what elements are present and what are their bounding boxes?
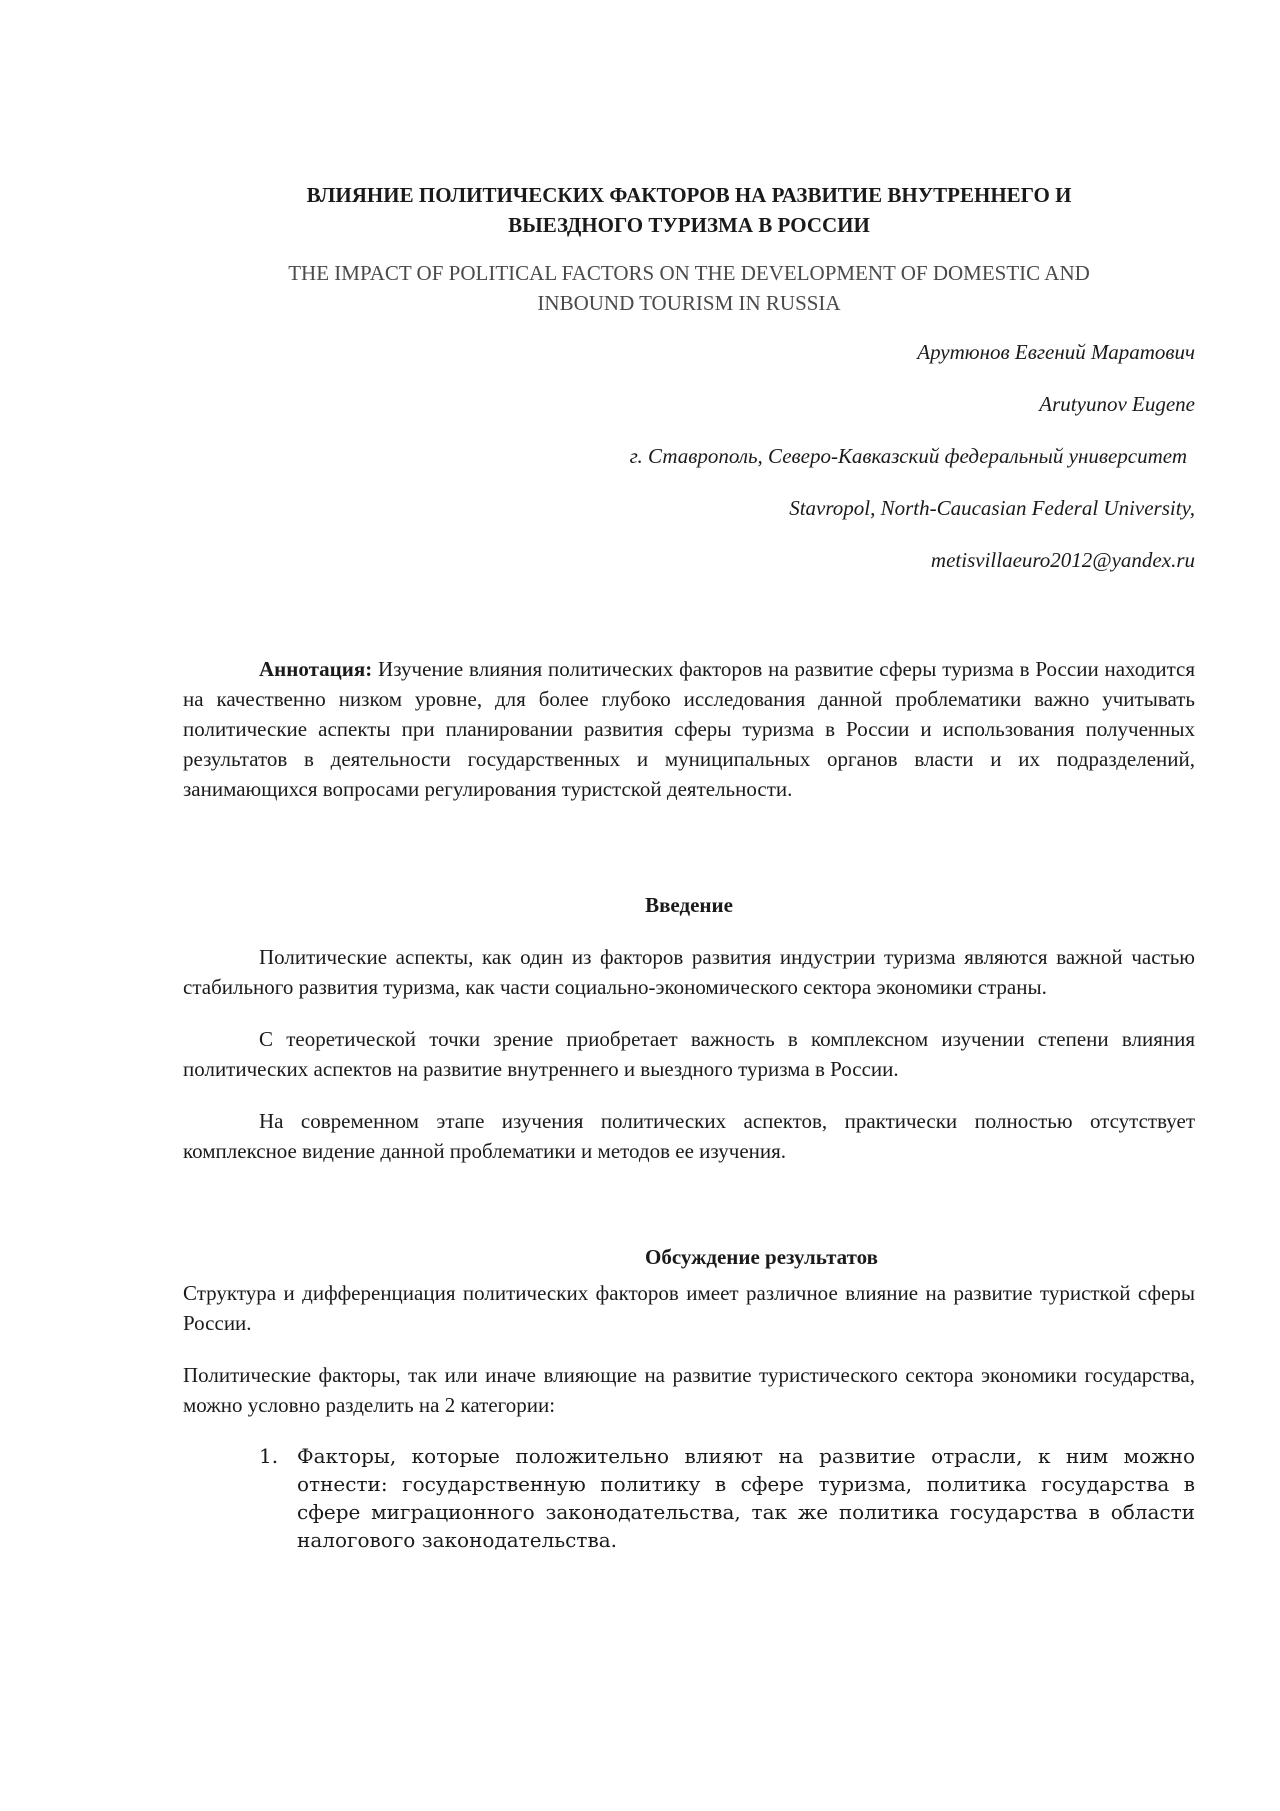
list-item <box>183 1442 1195 1554</box>
title-ru-line-2: ВЫЕЗДНОГО ТУРИЗМА В РОССИИ <box>508 213 870 237</box>
title-en-line-2: INBOUND TOURISM IN RUSSIA <box>537 291 841 315</box>
author-name-en: Arutyunov Eugene <box>1039 392 1195 416</box>
factor-list <box>183 1442 1195 1554</box>
introduction-paragraph: На современном этапе изучения политических аспектов, практически полностью отсутствует комплексное видение данной проблематики и методов ее изучения. <box>183 1109 1195 1163</box>
title-ru-line-1: ВЛИЯНИЕ ПОЛИТИЧЕСКИХ ФАКТОРОВ НА РАЗВИТИЕ ВНУТРЕННЕГО И <box>306 183 1072 207</box>
abstract-label: Аннотация: <box>259 657 373 681</box>
author-email: metisvillaeuro2012@yandex.ru <box>930 548 1195 572</box>
introduction-heading: Введение <box>645 893 733 917</box>
document-page <box>183 180 1195 1554</box>
author-name-ru: Арутюнов Евгений Маратович <box>917 340 1195 364</box>
discussion-heading: Обсуждение результатов <box>645 1245 878 1269</box>
list-item-number: 1. <box>259 1444 279 1468</box>
list-item-text: Факторы, которые положительно влияют на развитие отрасли, к ним можно отнести: государственную политику в сфере туризма, политика государства в сфере миграционного законодательства, так же политика государства в области налогового законодательства. <box>297 1444 1195 1552</box>
abstract-text: Изучение влияния политических факторов на развитие сферы туризма в России находится на качественно низком уровне, для более глубоко исследования данной проблематики важно учитывать политические аспекты при планировании развития сферы туризма в России и использования полученных результатов в деятельности государственных и муниципальных органов власти и их подразделений, занимающихся вопросами регулирования туристской деятельности. <box>183 657 1195 801</box>
title-en <box>183 258 1195 318</box>
discussion-paragraph: Структура и дифференциация политических факторов имеет различное влияние на развитие туристкой сферы России. <box>183 1281 1195 1335</box>
introduction-paragraph: Политические аспекты, как один из факторов развития индустрии туризма являются важной частью стабильного развития туризма, как части социально-экономического сектора экономики страны. <box>183 945 1195 999</box>
title-en-line-1: THE IMPACT OF POLITICAL FACTORS ON THE DEVELOPMENT OF DOMESTIC AND <box>288 261 1090 285</box>
affiliation-en: Stavropol, North-Caucasian Federal University, <box>789 496 1195 520</box>
abstract-paragraph <box>183 654 1195 804</box>
affiliation-ru: г. Ставрополь, Северо-Кавказский федеральный университет <box>629 444 1187 468</box>
introduction-paragraph: С теоретической точки зрение приобретает важность в комплексном изучении степени влияния политических аспектов на развитие внутреннего и выездного туризма в России. <box>183 1027 1195 1081</box>
discussion-paragraph: Политические факторы, так или иначе влияющие на развитие туристического сектора экономики государства, можно условно разделить на 2 категории: <box>183 1363 1195 1417</box>
title-ru <box>183 180 1195 240</box>
